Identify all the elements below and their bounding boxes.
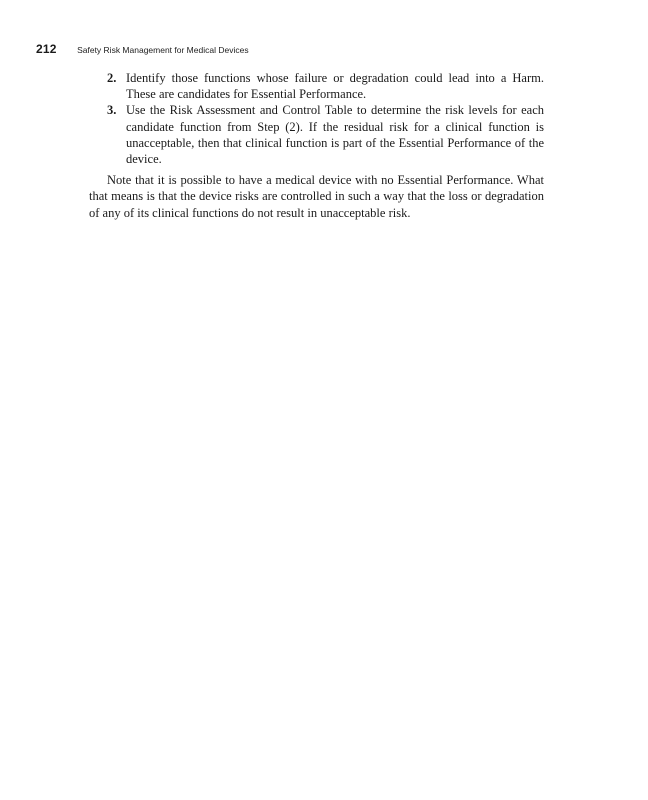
list-item	[89, 102, 544, 167]
step-text: Use the Risk Assessment and Control Table to determine the risk levels for each candidate function from Step (2). If the residual risk for a clinical function is unacceptable, then that clinical function is part of the Essential Performance of the device.	[126, 103, 544, 167]
steps-list	[89, 70, 544, 167]
page-number: 212	[36, 42, 57, 56]
step-number: 3.	[107, 103, 117, 118]
list-item	[89, 70, 544, 102]
running-head-title: Safety Risk Management for Medical Devices	[77, 45, 249, 55]
step-number: 2.	[107, 71, 117, 85]
step-text: Identify those functions whose failure or degradation could lead into a Harm. These are candidates for Essential Performance.	[126, 71, 544, 102]
note-paragraph: Note that it is possible to have a medical device with no Essential Performance. What that means is that the device risks are controlled in such a way that the loss or degradation of any of its clinical functions do not result in unacceptable risk.	[89, 173, 544, 220]
page-body	[89, 70, 544, 221]
page-header	[36, 40, 249, 58]
